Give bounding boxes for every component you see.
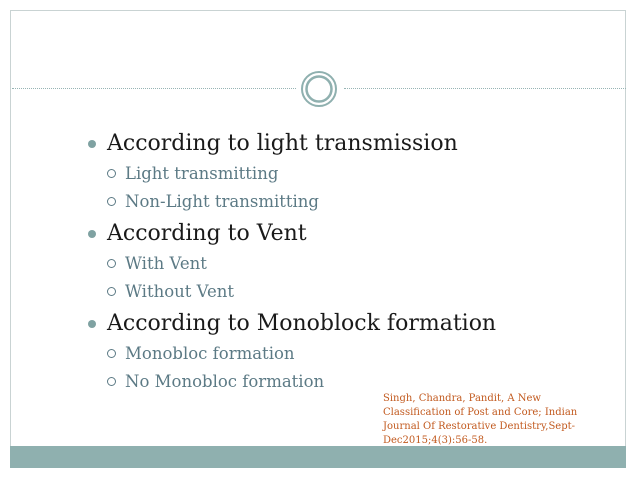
bullet-dot-icon: [88, 320, 96, 328]
bullet-list: [85, 128, 525, 395]
sub-item-text: With Vent: [125, 253, 207, 273]
sub-item-text: Light transmitting: [125, 163, 279, 183]
heading-text: According to Vent: [107, 221, 307, 246]
sub-item-text: No Monobloc formation: [125, 371, 325, 391]
bullet-ring-icon: [107, 349, 116, 358]
bullet-ring-icon: [107, 287, 116, 296]
sub-item-with-vent: [85, 249, 525, 277]
heading-light-transmission: [85, 128, 525, 159]
bullet-ring-icon: [107, 197, 116, 206]
bullet-ring-icon: [107, 259, 116, 268]
heading-vent: [85, 218, 525, 249]
heading-text: According to Monoblock formation: [107, 311, 497, 336]
citation-text: Singh, Chandra, Pandit, A New Classification of Post and Core; Indian Journal Of Restorative Dentistry,Sept-Dec2015;4(3):56-58.: [383, 393, 578, 446]
sub-item-text: Non-Light transmitting: [125, 191, 319, 211]
divider-line-right: [344, 88, 626, 89]
sub-item-text: Monobloc formation: [125, 343, 295, 363]
sub-item-light-transmitting: [85, 159, 525, 187]
heading-text: According to light transmission: [107, 131, 458, 156]
sub-item-text: Without Vent: [125, 281, 235, 301]
footer-bar: [10, 446, 626, 468]
bullet-dot-icon: [88, 140, 96, 148]
sub-item-no-monobloc: [85, 367, 525, 395]
bullet-ring-icon: [107, 169, 116, 178]
heading-monoblock: [85, 308, 525, 339]
bullet-dot-icon: [88, 230, 96, 238]
bullet-ring-icon: [107, 377, 116, 386]
sub-item-non-light-transmitting: [85, 187, 525, 215]
circle-ornament-icon: [300, 70, 338, 108]
divider-line-left: [12, 88, 296, 89]
sub-item-monobloc: [85, 339, 525, 367]
sub-item-without-vent: [85, 277, 525, 305]
